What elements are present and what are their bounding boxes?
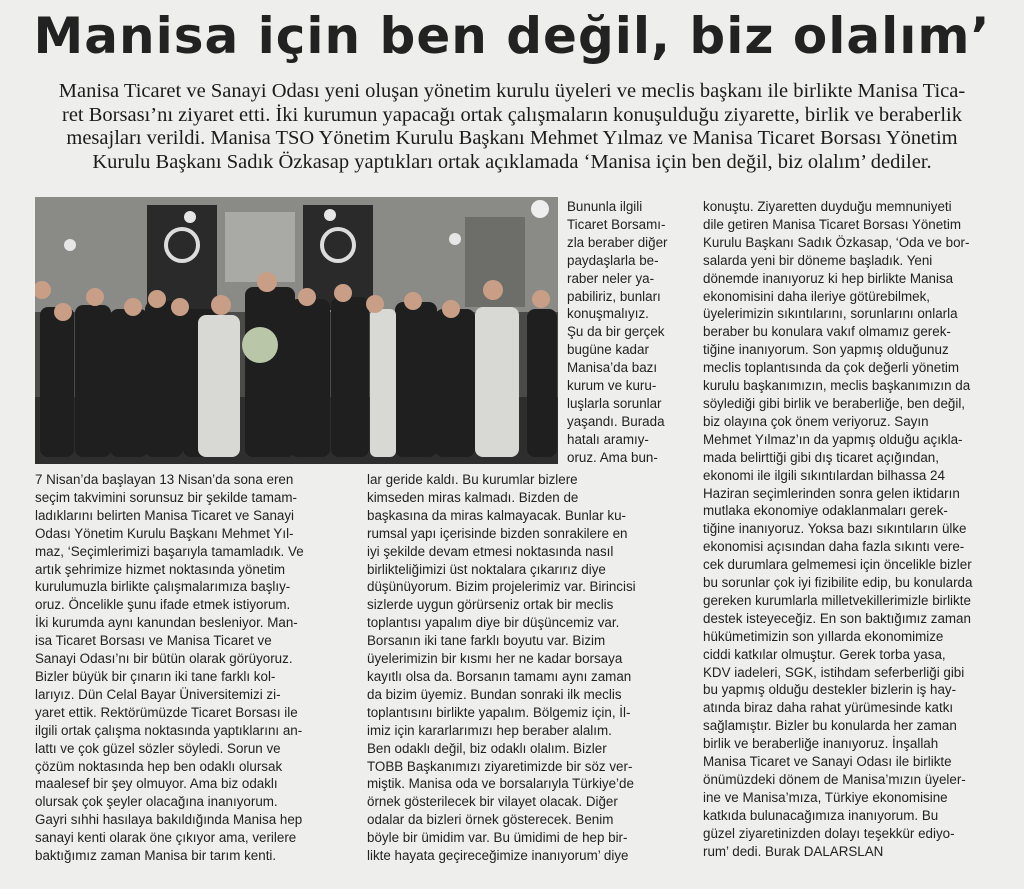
article-line: bugüne kadar bbox=[567, 342, 649, 358]
article-line: dile getiren Manisa Ticaret Borsası Yönetim bbox=[703, 216, 962, 232]
article-line: söylediği gibi birlik ve beraberliğe, ben değil, bbox=[703, 395, 966, 411]
article-line: iyi şekilde devam etmesi noktasında nasıl bbox=[367, 543, 614, 559]
article-line: düşünüyorum. Bizim projelerimiz var. Birincisi bbox=[367, 579, 636, 595]
column-2 bbox=[367, 471, 687, 865]
article-line: sizlerde uygun görürseniz ortak bir meclis bbox=[367, 597, 614, 613]
column-2-top bbox=[567, 198, 689, 467]
article-line: ine ve Manisa’mıza, Türkiye ekonomisine bbox=[703, 789, 948, 805]
column-3 bbox=[703, 198, 1023, 861]
article-line: KDV iadeleri, SGK, istihdam seferberliği gibi bbox=[703, 664, 965, 680]
lead-line: ret Borsası’nı ziyaret etti. İki kurumun yapacağı ortak çalışmaların konuşulduğu ziyarette, birlik ve beraberlik bbox=[62, 103, 962, 126]
article-line: kayıtlı olsa da. Borsanın tamamı aynı zaman bbox=[367, 668, 632, 684]
article-line: Manisa Ticaret ve Sanayi Odası ile birlikte bbox=[703, 754, 952, 770]
article-line: rum’ dedi. Burak DALARSLAN bbox=[703, 843, 884, 859]
article-line: bu yapmış olduğu destekler bizlerin iş hay- bbox=[703, 682, 957, 698]
article-line: toplantısını birlikte yapalım. Bölgemiz için, İl- bbox=[367, 704, 631, 720]
page-headline: Manisa için ben değil, biz olalım’ bbox=[33, 7, 991, 65]
article-line: artık şehrimize hizmet noktasında yönetim bbox=[35, 561, 286, 577]
article-line: kurulumuzla birlikte çalışmalarımıza başlıy- bbox=[35, 579, 291, 595]
article-line: katkıda bulunacağımıza inanıyorum. Bu bbox=[703, 807, 939, 823]
article-line: Şu da bir gerçek bbox=[567, 324, 665, 340]
article-line: Borsanın iki tane farklı boyutu var. Bizim bbox=[367, 633, 606, 649]
article-line: mutlaka ekonomiye odaklanmaları gerek- bbox=[703, 503, 948, 519]
article-line: cek durumlara gelmemesi için öncelikle bizler bbox=[703, 557, 972, 573]
article-line: üyelerimizin bir kısmı her ne kadar borsaya bbox=[367, 651, 623, 667]
article-line: Sanayi Odası’nı bir bütün olarak görüyoruz. bbox=[35, 651, 293, 667]
article-line: salarda yeni bir döneme başladık. Yeni bbox=[703, 252, 933, 268]
article-line: beraber bu konulara vakıf olmamız gerek- bbox=[703, 324, 951, 340]
article-line: da bizim üyemiz. Bundan sonraki ilk meclis bbox=[367, 686, 622, 702]
article-line: lattı ve çok güzel sözler söyledi. Sorun ve bbox=[35, 740, 281, 756]
article-line: Mehmet Yılmaz’ın da yapmış olduğu açıkla- bbox=[703, 431, 963, 447]
article-line: ciddi katkılar olmuştur. Gerek torba yasa, bbox=[703, 646, 946, 662]
article-line: Bununla ilgili bbox=[567, 199, 643, 214]
article-line: biz olayına çok önem veriyoruz. Sayın bbox=[703, 413, 929, 429]
article-line: başkasına da miras kalmayacak. Bunlar ku- bbox=[367, 507, 626, 523]
article-line: yaşandı. Burada bbox=[567, 413, 665, 429]
article-line: sağlamıştır. Bizler bu konularda her zaman bbox=[703, 718, 957, 734]
article-line: zla beraber diğer bbox=[567, 234, 668, 250]
article-line: miştik. Manisa oda ve borsalarıyla Türkiye’de bbox=[367, 776, 634, 792]
article-line: 7 Nisan’da başlayan 13 Nisan’da sona eren bbox=[35, 472, 294, 487]
article-line: larıyız. Dün Celal Bayar Üniversitemizi zi- bbox=[35, 686, 281, 702]
article-line: Gayri sıhhi hasılaya bakıldığında Manisa hep bbox=[35, 812, 303, 828]
article-line: destek isteyeceğiz. En son baktığımız zaman bbox=[703, 610, 971, 626]
article-line: luşlarla sorunlar bbox=[567, 395, 662, 411]
article-line: konuştu. Ziyaretten duyduğu memnuniyeti bbox=[703, 199, 952, 214]
article-line: birlik ve beraberliğe inanıyoruz. İnşallah bbox=[703, 736, 939, 752]
article-line: baktığımız zaman Manisa bir tarım kenti. bbox=[35, 848, 277, 864]
lead-paragraph bbox=[36, 80, 988, 174]
article-line: isa Ticaret Borsası ve Manisa Ticaret ve bbox=[35, 633, 272, 649]
article-line: çözüm noktasında hep ben odaklı olursak bbox=[35, 758, 283, 774]
article-line: toplantısı yapalım diye bir düşüncemiz var. bbox=[367, 615, 620, 631]
article-line: İki kurumda aynı kanundan besleniyor. Man- bbox=[35, 615, 298, 631]
lead-line: Manisa Ticaret ve Sanayi Odası yeni oluşan yönetim kurulu üyeleri ve meclis başkanı ile birlikte Manisa Tica- bbox=[58, 80, 966, 102]
article-line: Ben odaklı değil, biz odaklı olalım. Bizler bbox=[367, 740, 607, 756]
article-line: yaret ettik. Rektörümüzde Ticaret Borsası ile bbox=[35, 704, 298, 720]
article-line: sanayi kenti olarak öne çıkıyor ama, verilere bbox=[35, 830, 297, 846]
article-line: hükümetimizin son yıllarda ekonomimize bbox=[703, 628, 944, 644]
article-line: güzel ziyaretinizden dolayı teşekkür ediyo- bbox=[703, 825, 955, 841]
article-line: ekonomisi açısından daha fazla sıkıntı vere- bbox=[703, 539, 965, 555]
article-line: kurum ve kuru- bbox=[567, 378, 657, 394]
article-line: likte hayata geçireceğimize inanıyorum’ diye bbox=[367, 848, 629, 864]
article-line: Kurulu Başkanı Sadık Özkasap, ‘Oda ve bor- bbox=[703, 234, 970, 250]
article-line: dönemde inanıyoruz ki hep birlikte Manisa bbox=[703, 270, 954, 286]
article-line: böyle bir ümidim var. Bu ümidimi de hep bir- bbox=[367, 830, 628, 846]
lead-line: Kurulu Başkanı Sadık Özkasap yaptıkları ortak açıklamada ‘Manisa için ben değil, biz olalım’ dediler. bbox=[92, 150, 932, 173]
article-line: rumsal yapı içerisinde bizden sonrakilere en bbox=[367, 525, 628, 541]
article-line: oruz. Öncelikle şunu ifade etmek istiyorum. bbox=[35, 597, 291, 613]
article-line: Odası Yönetim Kurulu Başkanı Mehmet Yıl- bbox=[35, 525, 294, 541]
article-line: meclis toplantısında da çok değerli yönetim bbox=[703, 360, 960, 376]
article-line: önümüzdeki dönem de Manisa’mızın üyeler- bbox=[703, 772, 966, 787]
article-line: TOBB Başkanımızı ziyaretimizde bir söz ver- bbox=[367, 758, 633, 774]
article-line: üyelerimizin sıkıntılarını, sorunlarını onlarla bbox=[703, 306, 958, 322]
article-line: örnek gösterilecek bir vilayet olacak. Diğer bbox=[367, 794, 618, 810]
article-line: imiz için kararlarımızı hep beraber alalım. bbox=[367, 722, 612, 738]
article-line: olursak çok şeyler olacağına inanıyorum. bbox=[35, 794, 278, 810]
article-line: lar geride kaldı. Bu kurumlar bizlere bbox=[367, 472, 578, 487]
group-photo bbox=[35, 197, 558, 464]
article-line: Manisa’da bazı bbox=[567, 360, 658, 376]
column-1 bbox=[35, 471, 353, 865]
article-line: Bizler büyük bir çınarın iki tane farklı kol- bbox=[35, 668, 276, 684]
article-line: ladıklarını belirten Manisa Ticaret ve Sanayi bbox=[35, 507, 295, 523]
article-line: atında biraz daha rahat yürümesinde katkı bbox=[703, 700, 954, 716]
article-line: tiğine inanıyorum. Son yapmış olduğunuz bbox=[703, 342, 949, 358]
article-line: tiğine inanıyoruz. Yoksa bazı sıkıntıların ülke bbox=[703, 521, 967, 537]
article-line: pabiliriz, bunları bbox=[567, 288, 661, 304]
article-line: kurulu başkanımızın, meclis başkanımızın da bbox=[703, 378, 971, 394]
article-line: mada belirttiği gibi dış ticaret açığından, bbox=[703, 449, 939, 465]
article-line: raber neler ya- bbox=[567, 270, 655, 286]
article-line: birlikteliğimizi üst noktalara çıkarırız diye bbox=[367, 561, 606, 577]
article-line: maz, ‘Seçimlerimizi başarıyla tamamladık. Ve bbox=[35, 543, 304, 559]
article-line: maalesef bir şey olmuyor. Ama biz odaklı bbox=[35, 776, 278, 792]
article-line: seçim takvimini sorunsuz bir şekilde tamam- bbox=[35, 489, 297, 505]
article-line: gereken kurumlarla milletvekillerimizle birlikte bbox=[703, 592, 971, 608]
article-line: oruz. Ama bun- bbox=[567, 449, 658, 465]
article-line: ekonomisini daha ileriye götürebilmek, bbox=[703, 288, 931, 304]
article-line: Haziran seçimlerinden sonra gelen iktidarın bbox=[703, 485, 960, 501]
lead-line: mesajları verildi. Manisa TSO Yönetim Kurulu Başkanı Mehmet Yılmaz ve Manisa Ticaret Borsası Yönetim bbox=[66, 127, 958, 149]
article-line: Ticaret Borsamı- bbox=[567, 216, 666, 232]
article-line: ekonomi ile ilgili sıkıntılardan bilhassa 24 bbox=[703, 467, 945, 483]
article-line: hatalı aramıy- bbox=[567, 431, 649, 447]
article-line: odalar da bizleri örnek gösterecek. Benim bbox=[367, 812, 614, 828]
article-line: ilgili ortak çalışma noktasında yaptıklarını an- bbox=[35, 722, 303, 738]
article-line: bu sorunlar çok iyi fizibilite edip, bu konularda bbox=[703, 575, 973, 591]
article-line: konuşmalıyız. bbox=[567, 306, 649, 322]
article-line: kimseden miras kalmadı. Bizden de bbox=[367, 489, 579, 505]
article-line: paydaşlarla be- bbox=[567, 252, 659, 268]
